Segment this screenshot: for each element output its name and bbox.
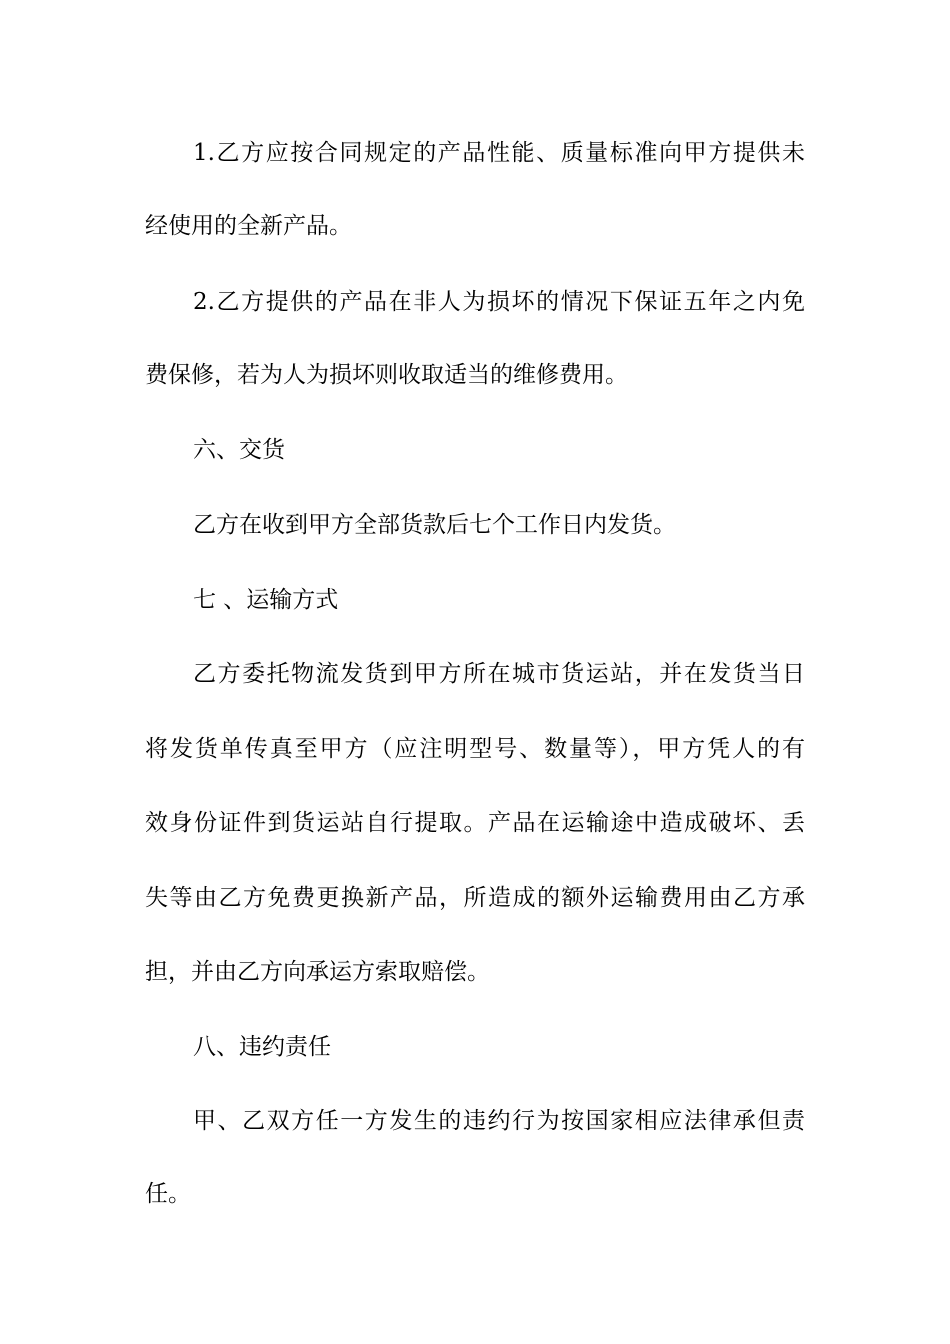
section-heading: 八、违约责任 xyxy=(193,1034,331,1060)
paragraph-line: 将发货单传真至甲方（应注明型号、数量等），甲方凭人的有 xyxy=(145,736,805,762)
paragraph-line: 任。 xyxy=(145,1181,191,1207)
paragraph-line: 1.乙方应按合同规定的产品性能、质量标准向甲方提供未 xyxy=(193,140,805,166)
paragraph-line: 2.乙方提供的产品在非人为损坏的情况下保证五年之内免 xyxy=(193,289,805,315)
paragraph-line: 失等由乙方免费更换新产品，所造成的额外运输费用由乙方承 xyxy=(145,885,805,911)
paragraph-line: 甲、乙双方任一方发生的违约行为按国家相应法律承但责 xyxy=(193,1108,805,1134)
section-heading: 七 、运输方式 xyxy=(193,587,339,613)
paragraph-line: 经使用的全新产品。 xyxy=(145,213,352,239)
paragraph-line: 乙方在收到甲方全部货款后七个工作日内发货。 xyxy=(193,512,676,538)
paragraph-line: 乙方委托物流发货到甲方所在城市货运站，并在发货当日 xyxy=(193,661,805,687)
paragraph-line: 担，并由乙方向承运方索取赔偿。 xyxy=(145,959,490,985)
section-heading: 六、交货 xyxy=(193,437,285,463)
paragraph-line: 费保修，若为人为损坏则收取适当的维修费用。 xyxy=(145,362,628,388)
paragraph-line: 效身份证件到货运站自行提取。产品在运输途中造成破坏、丢 xyxy=(145,810,805,836)
